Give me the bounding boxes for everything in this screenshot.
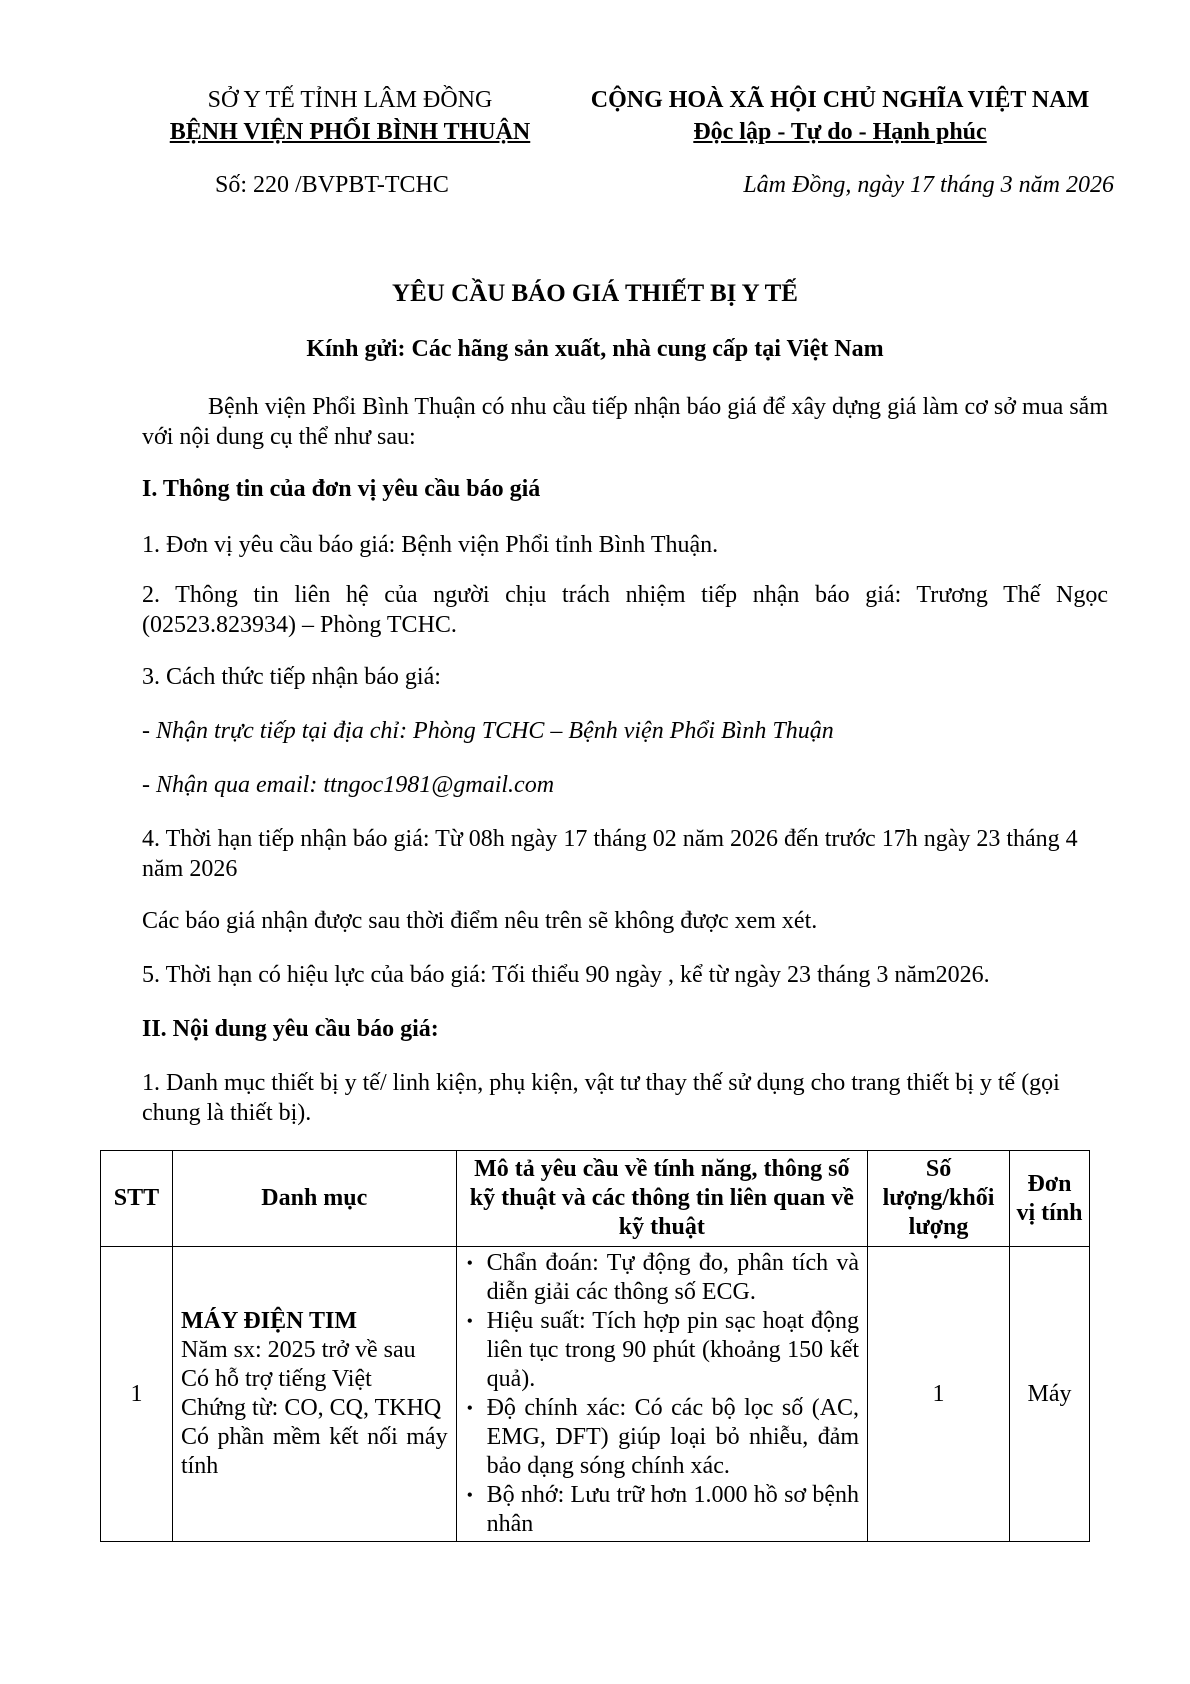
issuer-block — [130, 84, 570, 148]
header-item: Danh mục — [172, 1151, 456, 1247]
item-detail: Năm sx: 2025 trở về sau — [180, 1337, 416, 1363]
spec-item: • Độ chính xác: Có các bộ lọc số (AC, EMG, DFT) giúp loại bỏ nhiễu, đảm bảo dạng sóng chính xác. — [487, 1394, 859, 1481]
document-number: Số: 220 /BVPBT-TCHC — [215, 172, 449, 198]
row-item — [172, 1247, 456, 1542]
item-details — [181, 1336, 448, 1481]
item-detail: Chứng từ: CO, CQ, TKHQ — [180, 1395, 442, 1421]
national-motto-block — [560, 84, 1120, 148]
intro-paragraph: Bệnh viện Phổi Bình Thuận có nhu cầu tiếp nhận báo giá để xây dựng giá làm cơ sở mua sắm với nội dung cụ thể như sau: — [142, 394, 1108, 450]
spec-item: • Chẩn đoán: Tự động đo, phân tích và diễn giải các thông số ECG. — [487, 1249, 859, 1307]
page-title: YÊU CẦU BÁO GIÁ THIẾT BỊ Y TẾ — [392, 280, 798, 307]
row-stt: 1 — [101, 1247, 173, 1542]
table-header-row — [101, 1151, 1090, 1247]
section1-item4: 4. Thời hạn tiếp nhận báo giá: Từ 08h ngày 17 tháng 02 năm 2026 đến trước 17h ngày 23 tháng 4 năm 2026 — [142, 826, 1078, 882]
spec-item: • Bộ nhớ: Lưu trữ hơn 1.000 hồ sơ bệnh nhân — [487, 1481, 859, 1539]
item-name: MÁY ĐIỆN TIM — [180, 1308, 357, 1334]
place-date: Lâm Đồng, ngày 17 tháng 3 năm 2026 — [743, 172, 1114, 198]
recipient-line: Kính gửi: Các hãng sản xuất, nhà cung cấp tại Việt Nam — [306, 336, 884, 362]
section1-item3: 3. Cách thức tiếp nhận báo giá: — [142, 664, 441, 690]
spec-list — [465, 1249, 859, 1539]
section2-item1: 1. Danh mục thiết bị y tế/ linh kiện, phụ kiện, vật tư thay thế sử dụng cho trang thiết bị y tế (gọi chung là thiết bị). — [142, 1070, 1060, 1126]
section1-item4-note: Các báo giá nhận được sau thời điểm nêu trên sẽ không được xem xét. — [142, 908, 818, 934]
row-unit: Máy — [1010, 1247, 1090, 1542]
hospital-name: BỆNH VIỆN PHỔI BÌNH THUẬN — [169, 119, 531, 145]
table-row — [101, 1247, 1090, 1542]
equipment-table — [100, 1150, 1090, 1542]
section1-heading: I. Thông tin của đơn vị yêu cầu báo giá — [142, 476, 541, 502]
department-name: SỞ Y TẾ TỈNH LÂM ĐỒNG — [207, 87, 493, 113]
header-qty: Số lượng/khối lượng — [868, 1151, 1010, 1247]
item-detail: Có hỗ trợ tiếng Việt — [180, 1366, 372, 1392]
header-stt: STT — [101, 1151, 173, 1247]
row-spec — [456, 1247, 867, 1542]
section2-heading: II. Nội dung yêu cầu báo giá: — [142, 1016, 439, 1042]
receive-email: - Nhận qua email: ttngoc1981@gmail.com — [142, 772, 555, 798]
motto: Độc lập - Tự do - Hạnh phúc — [693, 119, 987, 145]
row-qty: 1 — [868, 1247, 1010, 1542]
country-name: CỘNG HOÀ XÃ HỘI CHỦ NGHĨA VIỆT NAM — [590, 87, 1090, 113]
section1-item1: 1. Đơn vị yêu cầu báo giá: Bệnh viện Phổi tỉnh Bình Thuận. — [142, 532, 719, 558]
header-spec: Mô tả yêu cầu về tính năng, thông số kỹ thuật và các thông tin liên quan về kỹ thuật — [456, 1151, 867, 1247]
section1-item2: 2. Thông tin liên hệ của người chịu trách nhiệm tiếp nhận báo giá: Trương Thế Ngọc (02523.823934) – Phòng TCHC. — [142, 582, 1108, 638]
spec-item: • Hiệu suất: Tích hợp pin sạc hoạt động liên tục trong 90 phút (khoảng 150 kết quả). — [487, 1307, 859, 1394]
header-unit: Đơn vị tính — [1010, 1151, 1090, 1247]
section1-item5: 5. Thời hạn có hiệu lực của báo giá: Tối thiểu 90 ngày , kể từ ngày 23 tháng 3 năm2026. — [142, 962, 990, 988]
receive-direct: - Nhận trực tiếp tại địa chỉ: Phòng TCHC – Bệnh viện Phổi Bình Thuận — [142, 718, 834, 744]
item-detail: Có phần mềm kết nối máy tính — [180, 1424, 448, 1479]
